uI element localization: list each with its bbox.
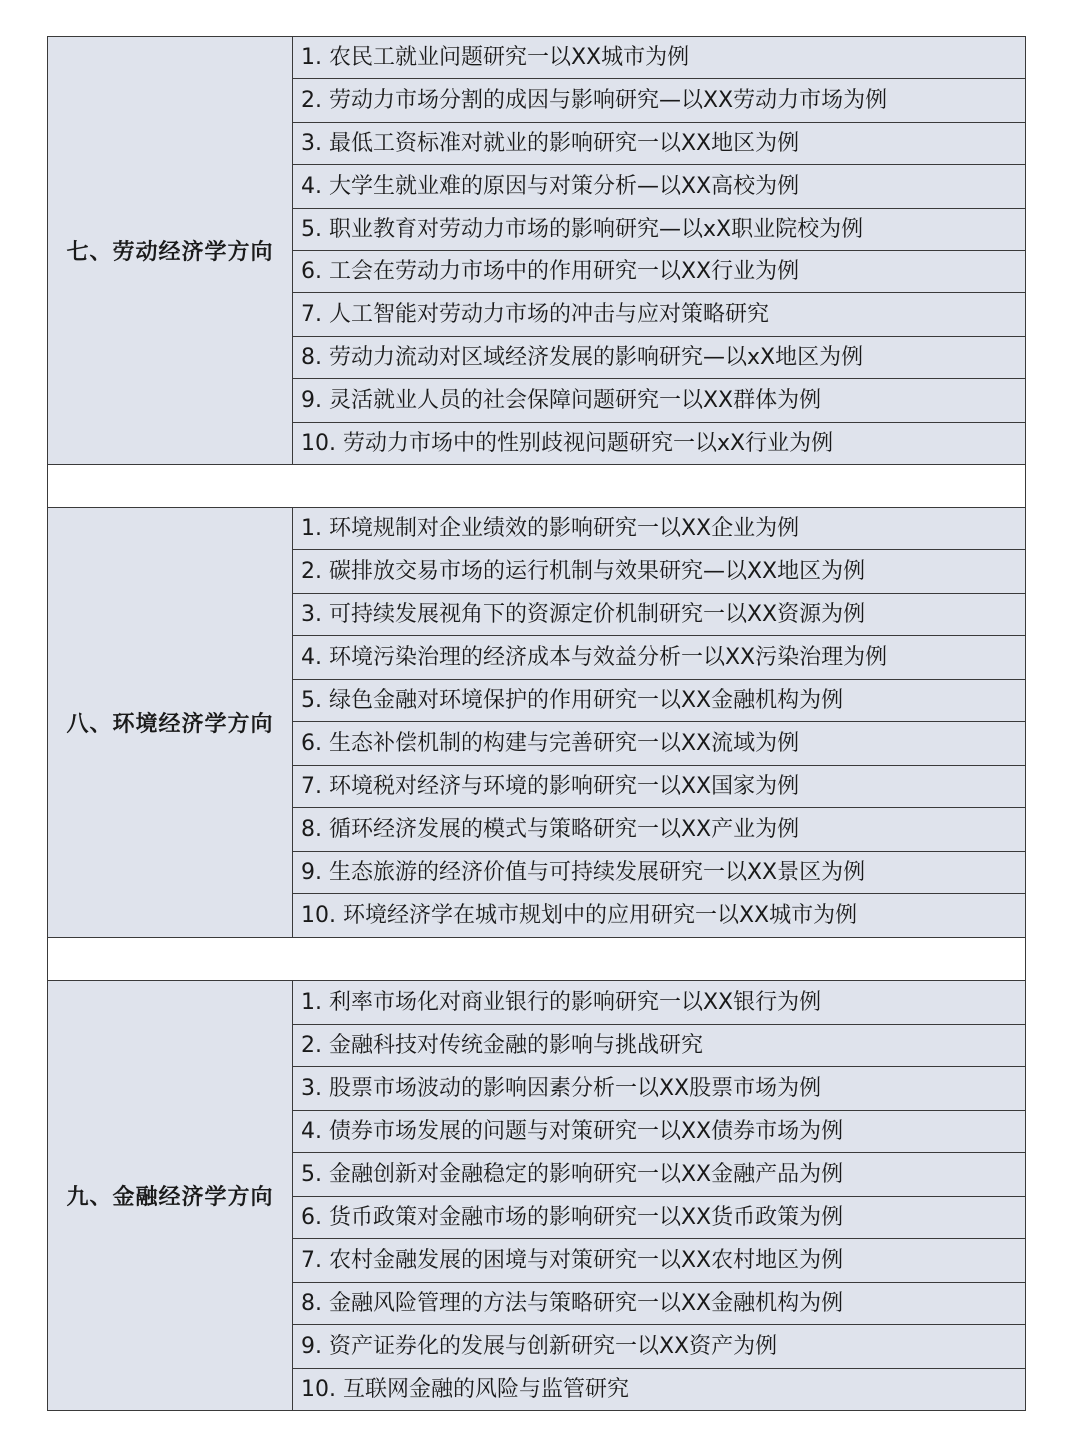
topic-cell: 9. 生态旅游的经济价值与可持续发展研究一以XX景区为例 — [293, 852, 1026, 894]
topic-cell: 8. 劳动力流动对区域经济发展的影响研究—以xX地区为例 — [293, 337, 1026, 379]
category-cell: 九、金融经济学方向 — [48, 981, 293, 1411]
topic-cell: 10. 环境经济学在城市规划中的应用研究一以XX城市为例 — [293, 894, 1026, 938]
topic-cell: 10. 劳动力市场中的性别歧视问题研究一以xX行业为例 — [293, 423, 1026, 465]
topic-cell: 1. 农民工就业问题研究一以XX城市为例 — [293, 37, 1026, 79]
category-cell: 八、环境经济学方向 — [48, 508, 293, 938]
topic-cell: 3. 可持续发展视角下的资源定价机制研究一以XX资源为例 — [293, 594, 1026, 636]
topic-cell: 1. 利率市场化对商业银行的影响研究一以XX银行为例 — [293, 981, 1026, 1025]
topic-cell: 3. 股票市场波动的影响因素分析一以XX股票市场为例 — [293, 1067, 1026, 1111]
table-row — [48, 508, 1026, 550]
topic-cell: 7. 人工智能对劳动力市场的冲击与应对策略研究 — [293, 293, 1026, 337]
topic-cell: 9. 资产证券化的发展与创新研究一以XX资产为例 — [293, 1325, 1026, 1369]
topic-cell: 7. 环境税对经济与环境的影响研究一以XX国家为例 — [293, 766, 1026, 808]
spacer-cell — [48, 938, 1026, 981]
category-cell: 七、劳动经济学方向 — [48, 37, 293, 465]
topic-cell: 7. 农村金融发展的困境与对策研究一以XX农村地区为例 — [293, 1239, 1026, 1283]
topic-cell: 3. 最低工资标准对就业的影响研究一以XX地区为例 — [293, 123, 1026, 165]
topic-cell: 8. 金融风险管理的方法与策略研究一以XX金融机构为例 — [293, 1283, 1026, 1325]
topic-cell: 5. 金融创新对金融稳定的影响研究一以XX金融产品为例 — [293, 1153, 1026, 1197]
table-row — [48, 981, 1026, 1025]
topic-cell: 6. 工会在劳动力市场中的作用研究一以XX行业为例 — [293, 251, 1026, 293]
topic-cell: 10. 互联网金融的风险与监管研究 — [293, 1369, 1026, 1411]
topic-cell: 8. 循环经济发展的模式与策略研究一以XX产业为例 — [293, 808, 1026, 852]
spacer-cell — [48, 465, 1026, 508]
topic-cell: 6. 货币政策对金融市场的影响研究一以XX货币政策为例 — [293, 1197, 1026, 1239]
topic-cell: 4. 大学生就业难的原因与对策分析—以XX高校为例 — [293, 165, 1026, 209]
topic-cell: 4. 债券市场发展的问题与对策研究一以XX债券市场为例 — [293, 1111, 1026, 1153]
topic-cell: 2. 劳动力市场分割的成因与影响研究—以XX劳动力市场为例 — [293, 79, 1026, 123]
thesis-topic-table — [47, 36, 1026, 1411]
topic-cell: 5. 绿色金融对环境保护的作用研究一以XX金融机构为例 — [293, 680, 1026, 722]
section-spacer-row — [48, 465, 1026, 508]
topic-cell: 1. 环境规制对企业绩效的影响研究一以XX企业为例 — [293, 508, 1026, 550]
topic-cell: 6. 生态补偿机制的构建与完善研究一以XX流域为例 — [293, 722, 1026, 766]
table-body — [48, 37, 1026, 1411]
topic-cell: 5. 职业教育对劳动力市场的影响研究—以xX职业院校为例 — [293, 209, 1026, 251]
topic-cell: 4. 环境污染治理的经济成本与效益分析一以XX污染治理为例 — [293, 636, 1026, 680]
section-spacer-row — [48, 938, 1026, 981]
topic-cell: 9. 灵活就业人员的社会保障问题研究一以XX群体为例 — [293, 379, 1026, 423]
topic-cell: 2. 金融科技对传统金融的影响与挑战研究 — [293, 1025, 1026, 1067]
table-row — [48, 37, 1026, 79]
topic-cell: 2. 碳排放交易市场的运行机制与效果研究—以XX地区为例 — [293, 550, 1026, 594]
